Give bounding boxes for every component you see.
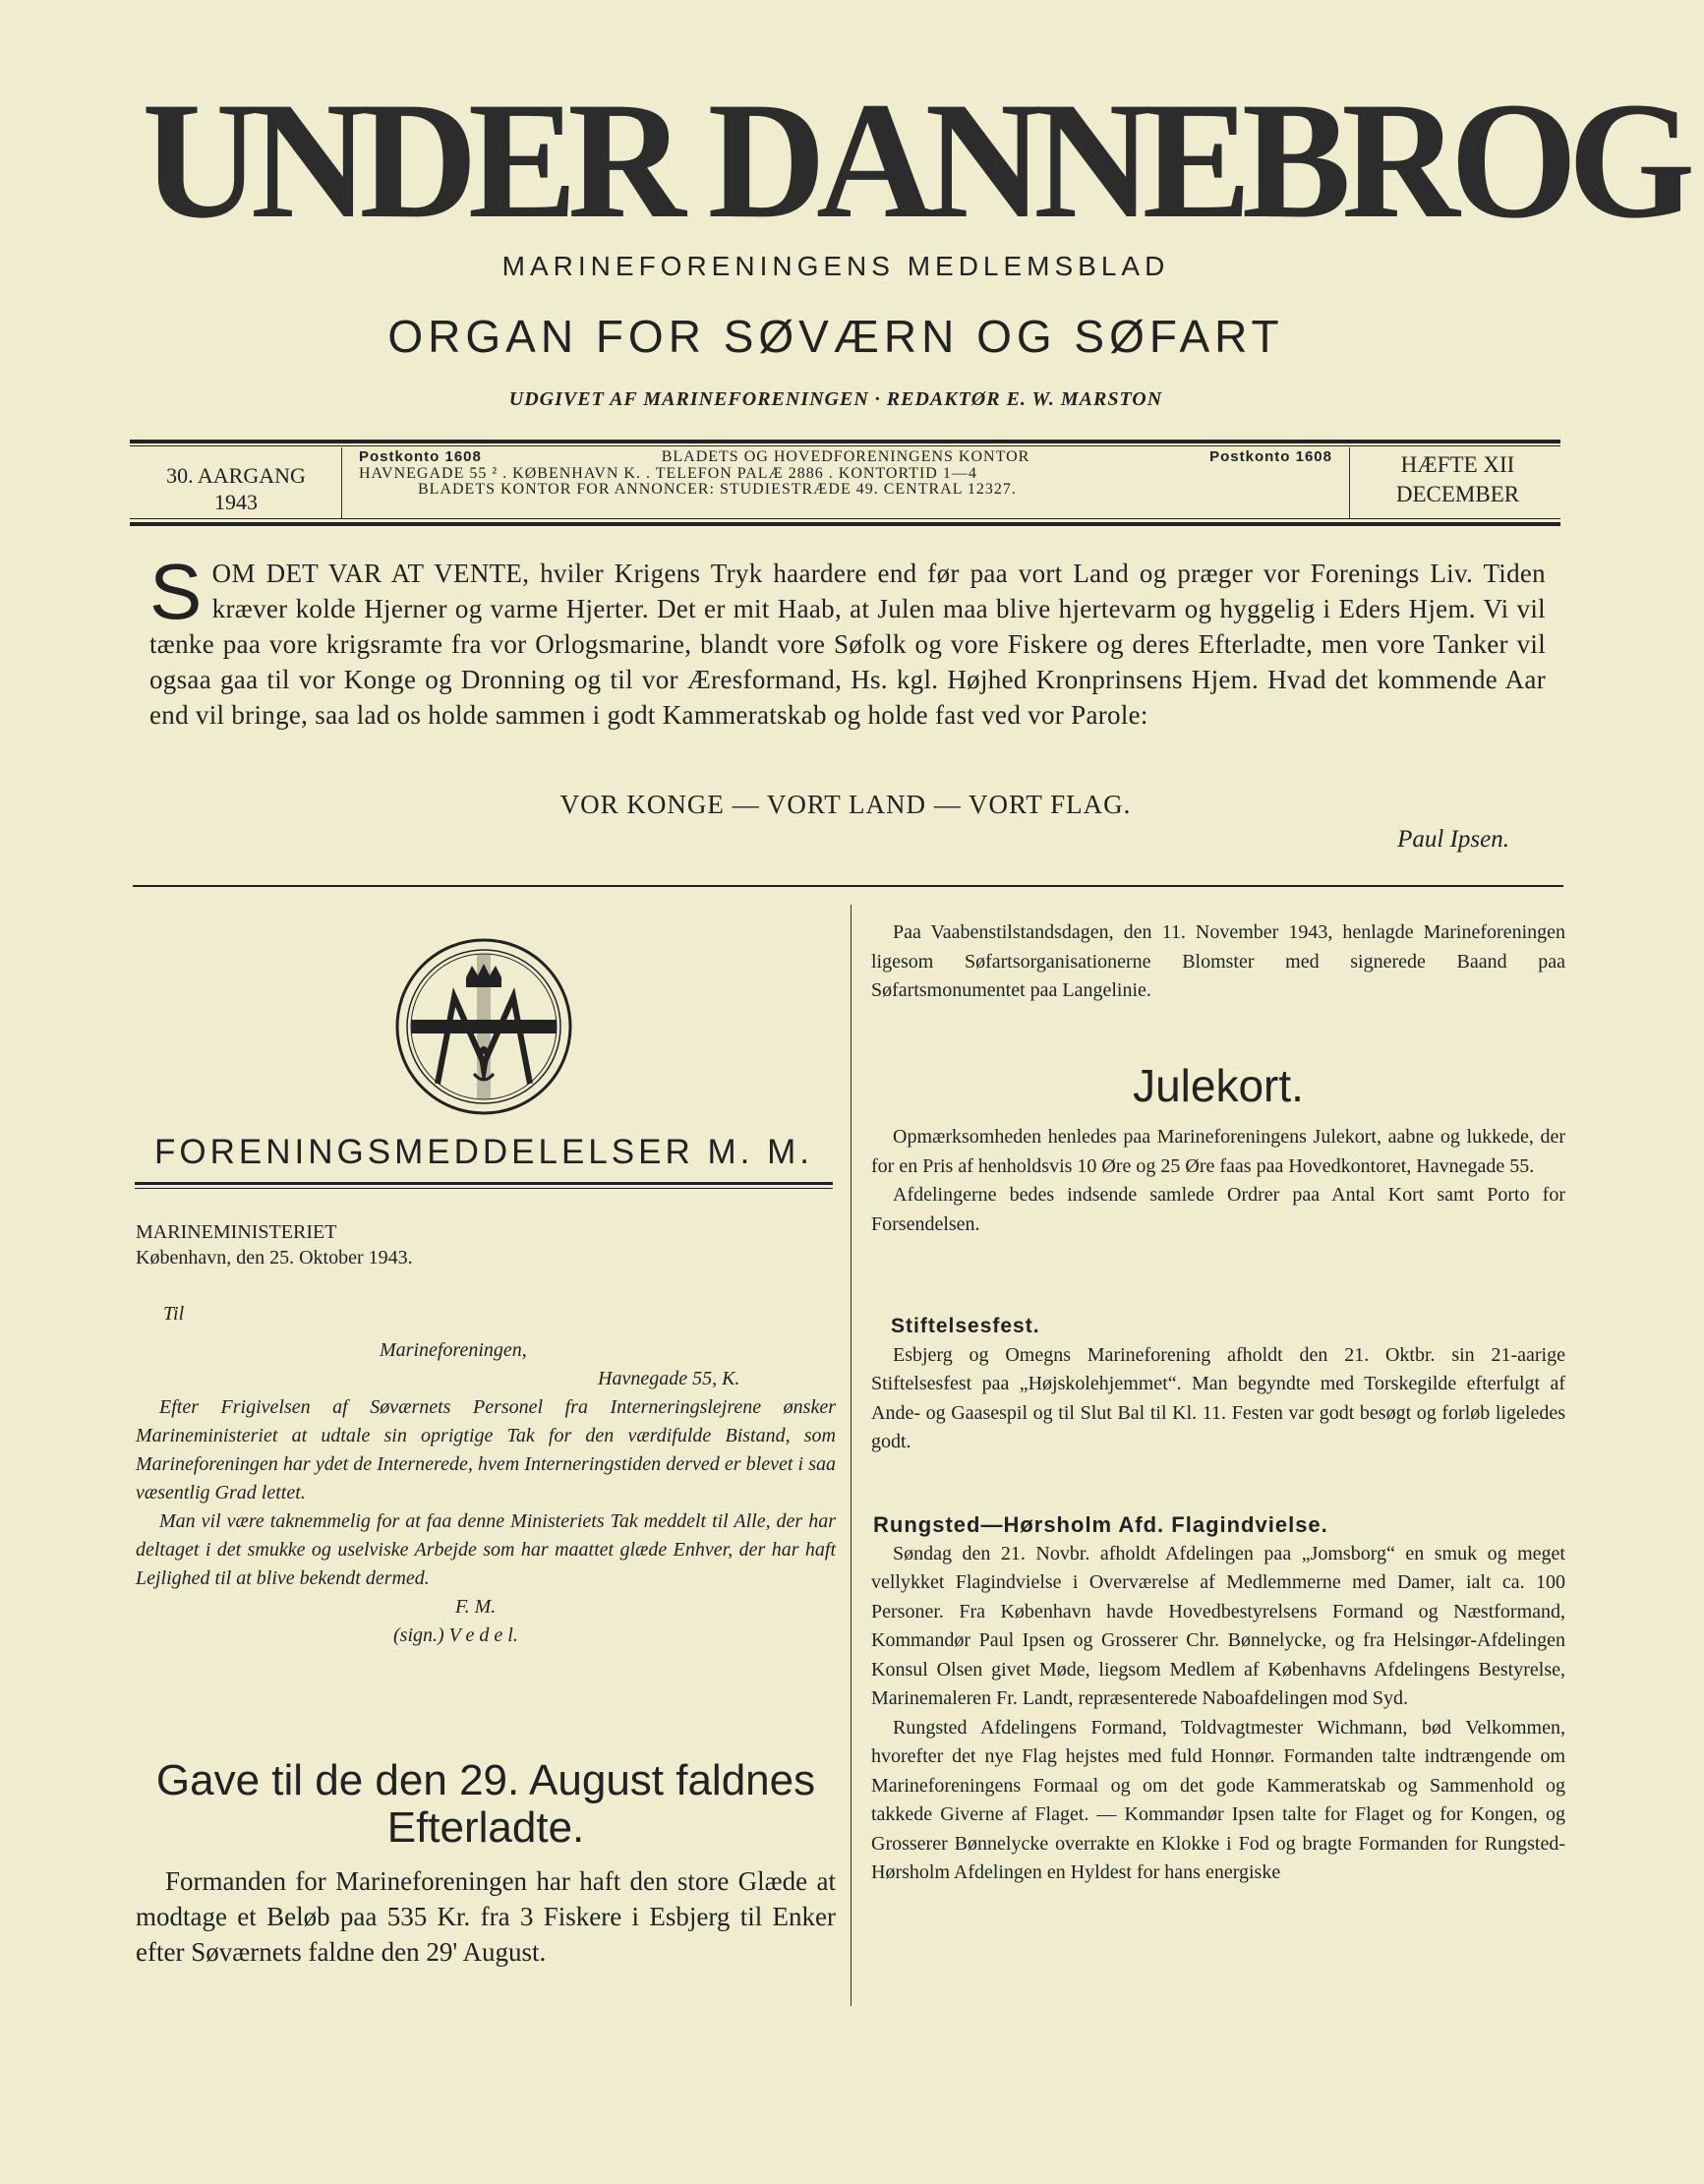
julekort-article <box>871 1123 1565 1239</box>
section-title-foreningsmeddelelser: FORENINGSMEDDELELSER M. M. <box>154 1133 813 1171</box>
infobar-top-rule-thin <box>130 445 1560 446</box>
ministry-name: MARINEMINISTERIET <box>136 1221 337 1243</box>
issue-month: DECEMBER <box>1395 482 1520 506</box>
office-label: BLADETS OG HOVEDFORENINGENS KONTOR <box>661 448 1030 465</box>
letter-signature-fm: F. M. <box>455 1596 497 1618</box>
letter-paragraph-2: Man vil være taknemmelig for at faa denne Ministeriets Tak meddelt til Alle, der har deltaget i det smukke og uselviske Arbejde som har maattet glæde Enhver, der har haft Lejlighed til at blive bekendt dermed. <box>136 1510 836 1589</box>
rungsted-headline: Rungsted—Hørsholm Afd. Flagindvielse. <box>873 1512 1328 1537</box>
issue-number: HÆFTE XII <box>1400 452 1515 477</box>
masthead-editor-line: UDGIVET AF MARINEFORENINGEN · REDAKTØR E. W. MARSTON <box>508 388 1163 410</box>
postkonto-left: Postkonto 1608 <box>359 448 482 465</box>
section-title-rule <box>135 1182 833 1185</box>
letter-recipient: Marineforeningen, <box>380 1339 527 1361</box>
letter-sender <box>136 1219 598 1270</box>
vaaben-article <box>871 918 1565 1006</box>
julekort-headline: Julekort. <box>1133 1060 1304 1111</box>
infobar-top-rule <box>130 440 1560 443</box>
gave-headline: Gave til de den 29. August faldnes Efterladte. <box>155 1756 816 1852</box>
lead-divider-right <box>831 885 1563 887</box>
ministry-letter <box>136 1300 836 1650</box>
lead-divider-left <box>133 885 831 887</box>
infobar-bottom-rule <box>130 518 1560 519</box>
infobar-bottom-rule-thick <box>130 522 1560 526</box>
letter-paragraph-1: Efter Frigivelsen af Søværnets Personel fra Interneringslejrene ønsker Marineministeriet at udtale sin oprigtige Tak for den værdifulde Bistand, som Marineforeningen har ydet de Internerede, hvem Interneringstiden derved er blevet i saa væsentlig Grad lettet. <box>136 1396 836 1504</box>
rungsted-article <box>871 1510 1565 1888</box>
julekort-paragraph-2: Afdelingerne bedes indsende samlede Ordrer paa Antal Kort samt Porto for Forsendelsen. <box>871 1184 1565 1235</box>
ads-office: BLADETS KONTOR FOR ANNONCER: STUDIESTRÆDE 49. CENTRAL 12327. <box>418 481 1017 498</box>
lead-article <box>149 548 1546 733</box>
letter-til: Til <box>163 1303 185 1325</box>
rungsted-paragraph-2: Rungsted Afdelingens Formand, Toldvagtmester Wichmann, bød Velkommen, hvorefter det nye Flag hejstes med fuld Honnør. Formanden talte indtrængende om Marineforeningens Formaal og om det gode Kammeratskab og Sammenhold og takkede Giverne af Flaget. — Kommandør Ipsen talte for Flaget og for Kongen, og Grosserer Bønnelycke overrakte en Klokke i Fod og bragte Formanden for Rungsted-Hørsholm Afdelingen en Hyldest for hans energiske <box>871 1716 1565 1883</box>
lead-dropcap: S <box>149 548 203 635</box>
infobar-volume <box>133 462 339 515</box>
gave-text: Formanden for Marineforeningen har haft den store Glæde at modtage et Beløb paa 535 Kr. fra 3 Fiskere i Esbjerg til Enker efter Søværnets faldne den 29' August. <box>136 1866 836 1967</box>
masthead-organ: ORGAN FOR SØVÆRN OG SØFART <box>387 311 1284 362</box>
place-date: København, den 25. Oktober 1943. <box>136 1247 413 1269</box>
masthead-subtitle: MARINEFORENINGENS MEDLEMSBLAD <box>501 251 1170 281</box>
infobar-contact <box>359 449 1332 498</box>
vaaben-text: Paa Vaabenstilstandsdagen, den 11. November 1943, henlagde Marineforeningen ligesom Søfartsorganisationerne Blomster med signerede Baand paa Søfartsmonumentet paa Langelinie. <box>871 921 1565 1001</box>
lead-signature: Paul Ipsen. <box>1397 826 1509 853</box>
letter-recipient-address: Havnegade 55, K. <box>598 1368 740 1389</box>
stiftelse-headline: Stiftelsesfest. <box>891 1315 1040 1337</box>
gave-body <box>136 1863 836 1970</box>
column-separator <box>851 905 852 2006</box>
julekort-paragraph-1: Opmærksomheden henledes paa Marineforeningens Julekort, aabne og lukkede, der for en Pris af henholdsvis 10 Øre og 25 Øre faas paa Hovedkontoret, Havnegade 55. <box>871 1126 1565 1177</box>
rungsted-paragraph-1: Søndag den 21. Novbr. afholdt Afdelingen paa „Jomsborg“ en smuk og meget vellykket Flagindvielse i Overværelse af Medlemmerne med Damer, ialt ca. 100 Personer. Fra København havde Hovedbestyrelsens Formand og Næstformand, Kommandør Paul Ipsen og Grosserer Chr. Bønnelycke, og fra Helsingør-Afdelingen Konsul Olsen givet Møde, liegsom Medlem af Københavns Afdelingens Bestyrelse, Marinemaleren Fr. Landt, repræsenterede Naboafdelingen mod Syd. <box>871 1542 1565 1709</box>
letter-signature-vedel: (sign.) V e d e l. <box>393 1624 518 1646</box>
lead-motto: VOR KONGE — VORT LAND — VORT FLAG. <box>559 790 1132 819</box>
stiftelse-text: Esbjerg og Omegns Marineforening afholdt den 21. Oktbr. sin 21-aarige Stiftelsesfest paa „Højskolehjemmet“. Man begyndte med Torskegilde efterfulgt af Ande- og Gaasespil og til Slut Bal til Kl. 11. Festen var godt besøgt og forløb ligeledes godt. <box>871 1343 1565 1452</box>
infobar-separator-left <box>341 447 342 518</box>
volume-label: 30. AARGANG <box>166 463 306 488</box>
section-title-rule-thin <box>135 1188 833 1189</box>
volume-year: 1943 <box>214 490 258 514</box>
infobar-issue <box>1357 450 1558 509</box>
infobar-separator-right <box>1349 447 1350 518</box>
office-address: HAVNEGADE 55 ² . KØBENHAVN K. . TELEFON PALÆ 2886 . KONTORTID 1—4 <box>359 465 977 482</box>
stiftelse-article <box>871 1312 1565 1457</box>
marineforening-emblem-icon <box>393 936 575 1118</box>
postkonto-right: Postkonto 1608 <box>1209 448 1332 465</box>
lead-text: OM DET VAR AT VENTE, hviler Krigens Tryk haardere end før paa vort Land og præger vor Forenings Liv. Tiden kræver kolde Hjerner og varme Hjerter. Det er mit Haab, at Julen maa blive hjertevarm og hyggelig i Eders Hjem. Vi vil tænke paa vore krigsramte fra vor Orlogsmarine, blandt vore Søfolk og vore Fiskere og deres Efterladte, men vore Tanker vil ogsaa gaa til vor Konge og Dronning og til vor Æresformand, Hs. kgl. Højhed Kronprinsens Hjem. Hvad det kommende Aar end vil bringe, saa lad os holde sammen i godt Kammeratskab og holde fast ved vor Parole: <box>149 559 1546 730</box>
masthead-title: UNDER DANNEBROG <box>142 68 1686 253</box>
